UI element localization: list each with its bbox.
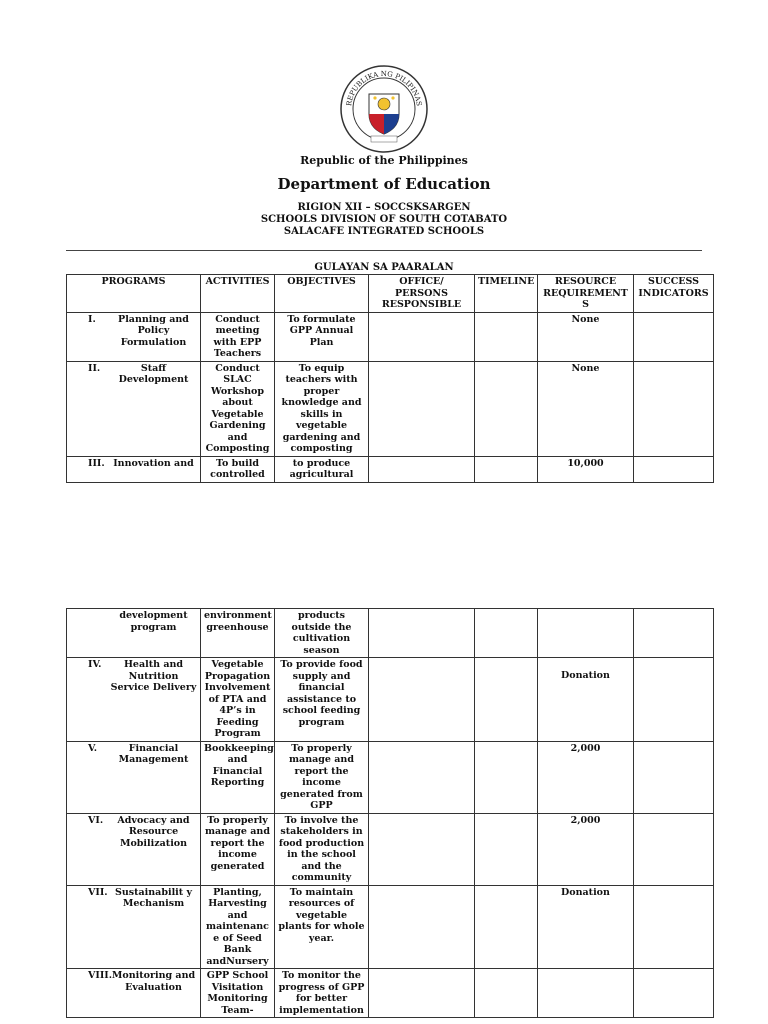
objective-cell: To maintain resources of vegetable plants for whole year. <box>275 885 369 969</box>
office-cell <box>369 969 475 1018</box>
timeline-cell <box>475 456 538 482</box>
resource-cell <box>538 609 634 658</box>
timeline-cell <box>475 658 538 742</box>
deped-seal-logo <box>339 64 429 154</box>
table-row <box>67 658 714 742</box>
success-cell <box>634 312 714 361</box>
division-heading: SCHOOLS DIVISION OF SOUTH COTABATO <box>260 214 508 225</box>
objective-cell: To equip teachers with proper knowledge and skills in vegetable gardening and composting <box>275 361 369 456</box>
success-cell <box>634 741 714 813</box>
program-name: Monitoring and Evaluation <box>111 970 196 993</box>
program-name: Advocacy and Resource Mobilization <box>117 814 190 849</box>
objective-cell: products outside the cultivation season <box>275 609 369 658</box>
success-cell <box>634 969 714 1018</box>
timeline-cell <box>475 312 538 361</box>
office-cell <box>369 312 475 361</box>
department-heading: Department of Education <box>277 175 491 193</box>
table-title: GULAYAN SA PAARALAN <box>314 262 454 273</box>
resource-cell: Donation <box>538 658 634 742</box>
table-row <box>67 885 714 969</box>
republic-heading: Republic of the Philippines <box>300 154 468 167</box>
header-divider <box>66 250 702 251</box>
office-cell <box>369 813 475 885</box>
activity-cell: Conduct meeting with EPP Teachers <box>201 312 275 361</box>
program-number: VI. <box>88 814 104 826</box>
office-cell <box>369 361 475 456</box>
program-number: I. <box>88 313 96 325</box>
program-name: development program <box>119 610 188 633</box>
program-number: IV. <box>88 659 102 670</box>
resource-cell: None <box>538 312 634 361</box>
objective-cell: To monitor the progress of GPP for better implementation <box>275 969 369 1018</box>
table-row <box>67 609 714 658</box>
success-cell <box>634 361 714 456</box>
program-number: II. <box>88 362 101 374</box>
table-row <box>67 741 714 813</box>
resource-cell: 10,000 <box>538 456 634 482</box>
table-header-row <box>67 275 714 313</box>
svg-text:REPUBLIKA NG PILIPINAS: REPUBLIKA NG PILIPINAS <box>345 69 423 107</box>
program-number: VIII. <box>88 970 113 981</box>
gpp-plan-table-page2 <box>66 608 714 1018</box>
table-row <box>67 312 714 361</box>
activity-cell: environment greenhouse <box>201 609 275 658</box>
resource-cell: 2,000 <box>538 813 634 885</box>
activity-cell: Conduct SLAC Workshop about Vegetable Gardening and Composting <box>201 361 275 456</box>
table-row <box>67 969 714 1018</box>
program-name: Staff Development <box>118 362 189 385</box>
resource-cell: Donation <box>538 885 634 969</box>
success-cell <box>634 456 714 482</box>
office-cell <box>369 456 475 482</box>
program-name: Sustainabilit y Mechanism <box>114 886 193 909</box>
timeline-cell <box>475 885 538 969</box>
office-cell <box>369 609 475 658</box>
table-row <box>67 456 714 482</box>
timeline-cell <box>475 969 538 1018</box>
success-cell <box>634 813 714 885</box>
success-cell <box>634 609 714 658</box>
col-success: SUCCESS INDICATORS <box>634 275 714 313</box>
table-row <box>67 361 714 456</box>
program-name: Financial Management <box>118 742 189 765</box>
col-office: OFFICE/ PERSONS RESPONSIBLE <box>369 275 475 313</box>
program-number <box>70 610 110 633</box>
activity-cell: Vegetable Propagation Involvement of PTA and 4P’s in Feeding Program <box>201 658 275 742</box>
timeline-cell <box>475 361 538 456</box>
success-cell <box>634 885 714 969</box>
program-name: Health and Nutrition Service Delivery <box>110 659 197 693</box>
objective-cell: to produce agricultural <box>275 456 369 482</box>
program-name: Innovation and <box>113 457 194 469</box>
office-cell <box>369 741 475 813</box>
office-cell <box>369 885 475 969</box>
activity-cell: Bookkeeping and Financial Reporting <box>201 741 275 813</box>
objective-cell: To properly manage and report the income generated from GPP <box>275 741 369 813</box>
school-heading: SALACAFE INTEGRATED SCHOOLS <box>283 226 485 237</box>
activity-cell: To build controlled <box>201 456 275 482</box>
col-objectives: OBJECTIVES <box>275 275 369 313</box>
program-number: III. <box>88 457 105 469</box>
program-number: V. <box>88 742 98 754</box>
success-cell <box>634 658 714 742</box>
table-row <box>67 813 714 885</box>
activity-cell: Planting, Harvesting and maintenanc e of Seed Bank andNursery <box>201 885 275 969</box>
col-programs: PROGRAMS <box>67 275 201 313</box>
timeline-cell <box>475 813 538 885</box>
office-cell <box>369 658 475 742</box>
resource-cell <box>538 969 634 1018</box>
timeline-cell <box>475 609 538 658</box>
timeline-cell <box>475 741 538 813</box>
objective-cell: To involve the stakeholders in food production in the school and the community <box>275 813 369 885</box>
col-timeline: TIMELINE <box>475 275 538 313</box>
objective-cell: To provide food supply and financial assistance to school feeding program <box>275 658 369 742</box>
objective-cell: To formulate GPP Annual Plan <box>275 312 369 361</box>
activity-cell: GPP School Visitation Monitoring Team- <box>201 969 275 1018</box>
gpp-plan-table-page1 <box>66 274 714 483</box>
col-resource: RESOURCE REQUIREMENT S <box>538 275 634 313</box>
activity-cell: To properly manage and report the income generated <box>201 813 275 885</box>
program-number: VII. <box>88 886 108 898</box>
resource-cell: 2,000 <box>538 741 634 813</box>
region-heading: RIGION XII – SOCCSKSARGEN <box>297 202 471 213</box>
col-activities: ACTIVITIES <box>201 275 275 313</box>
resource-cell: None <box>538 361 634 456</box>
program-name: Planning and Policy Formulation <box>118 313 189 348</box>
